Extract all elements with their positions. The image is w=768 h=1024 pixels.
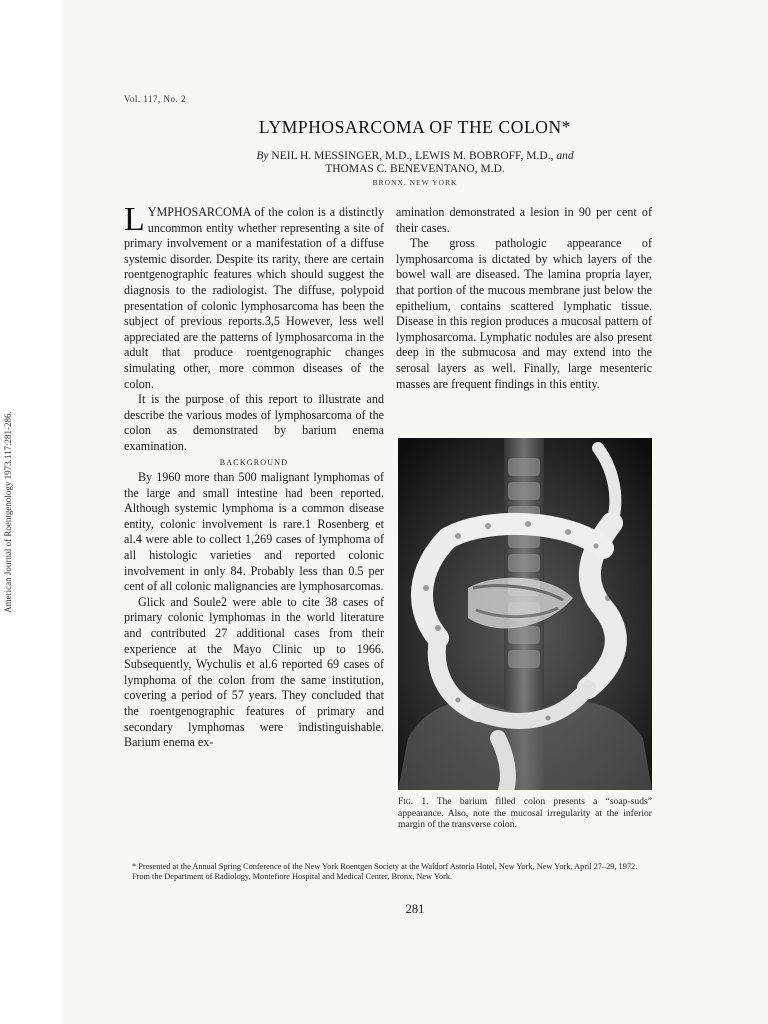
authors-prefix: By: [256, 150, 269, 162]
footnote-presented: * Presented at the Annual Spring Conference of the New York Roentgen Society at the Waldorf Astoria Hotel, New York, New York, April 27–29, 1972.: [132, 862, 638, 871]
authors-line-2: THOMAS C. BENEVENTANO, M.D.: [325, 163, 505, 175]
author-location: BRONX, NEW YORK: [372, 178, 458, 187]
page-number: 281: [405, 902, 425, 916]
journal-side-note: [1, 382, 15, 642]
right-column: [396, 205, 652, 392]
background-paragraph-1: By 1960 more than 500 malignant lymphomas of the large and small intestine had been reported. Although systemic lymphoma is a common disease entity, colonic involvement is rare.1 Rosenberg et al.4 were able to collect 1,269 cases of lymphoma of all histologic varieties and reported colonic involvement in only 84. Probably less than 0.5 per cent of all colonic malignancies are lymphosarcomas.: [124, 470, 384, 594]
right-paragraph-1: amination demonstrated a lesion in 90 per cent of their cases.: [396, 205, 652, 235]
article-title: LYMPHOSARCOMA OF THE COLON*: [258, 117, 572, 137]
intro-paragraph-2: It is the purpose of this report to illustrate and describe the various modes of lymphosarcoma of the colon as demonstrated by barium enema examination.: [124, 392, 384, 453]
journal-citation: American Journal of Roentgenology 1973.117:281-286.: [3, 411, 14, 613]
authors-block: [62, 150, 768, 176]
footnotes: [124, 862, 654, 883]
background-paragraph-2: Glick and Soule2 were able to cite 38 cases of primary colonic lymphomas in the world literature and contributed 27 additional cases from their experience at the Mayo Clinic up to 1966. Subsequently, Wychulis et al.6 reported 69 cases of lymphoma of the colon from the same institution, covering a period of 57 years. They concluded that the roentgenographic features of primary and secondary lymphomas were indistinguishable. Barium enema ex-: [124, 594, 384, 750]
volume-label: Vol. 117, No. 2: [124, 94, 187, 104]
right-paragraph-2: The gross pathologic appearance of lymphosarcoma is dictated by which layers of the bowel wall are diseased. The lamina propria layer, that portion of the mucous membrane just below the epithelium, contains scattered lymphatic tissue. Disease in this region produces a mucosal pattern of lymphosarcoma. Lymphatic nodules are also present deep in the submucosa and may extend into the serosal layers as well. Finally, large mesenteric masses are frequent findings in this entity.: [396, 236, 652, 391]
section-heading-background: BACKGROUND: [219, 457, 289, 467]
authors-names-1: NEIL H. MESSINGER, M.D., LEWIS M. BOBROFF, M.D.,: [271, 150, 554, 162]
left-column: [124, 201, 384, 751]
radiograph-figure: [398, 438, 652, 790]
authors-line-1: [62, 150, 768, 163]
intro-paragraph-1-text: YMPHOSARCOMA of the colon is a distinctly uncommon entity whether representing a site of primary involvement or a manifestation of a diffuse systemic disorder. Despite its rarity, there are certain roentgenographic features which should suggest the diagnosis to the radiologist. The diffuse, polypoid presentation of colonic lymphosarcoma has been the subject of previous reports.3,5 However, less well appreciated are the patterns of lymphosarcoma in the adult that produce roentgenographic changes simulating other, more common diseases of the colon.: [124, 205, 384, 391]
authors-conjunction: and: [556, 150, 574, 162]
barium-enema-radiograph: [398, 438, 652, 790]
caption-text: The barium filled colon presents a “soap-suds” appearance. Also, note the mucosal irregularity at the inferior margin of the transverse colon.: [398, 796, 653, 830]
drop-cap: L: [124, 201, 145, 238]
figure-caption: [398, 796, 652, 831]
footnote-department: From the Department of Radiology, Montefiore Hospital and Medical Center, Bronx, New York.: [132, 872, 453, 882]
caption-label: Fig. 1.: [398, 796, 429, 807]
intro-paragraph-1: [124, 201, 384, 392]
